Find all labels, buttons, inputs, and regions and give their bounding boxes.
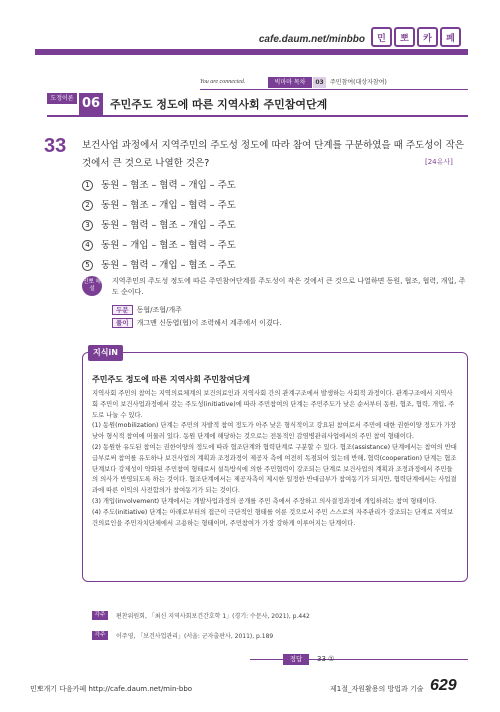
theme-chip: 도정이론 bbox=[47, 93, 77, 104]
theme-title: 주민주도 정도에 따른 지역사회 주민참여단계 bbox=[110, 98, 328, 111]
answer-options bbox=[82, 176, 236, 276]
theme-number: 06 bbox=[79, 93, 103, 115]
option-5[interactable] bbox=[82, 256, 236, 276]
question-source: [24유사] bbox=[425, 158, 453, 166]
option-text: 동원 – 협조 – 협력 – 개입 – 주도 bbox=[101, 180, 236, 191]
info-paragraph: (1) 동원(mobilization) 단계는 주민의 자발적 참여 정도가 아주 낮은 형식적이고 강요된 참여로서 주민에 대한 권한이양 정도가 가장 낮아 형식적 참여에 머물러 있다. 동원 단계에 해당하는 것으로는 전통적인 감염병관리사업에서의 주민 참여 형태이다. bbox=[92, 422, 457, 441]
explanation-text: 지역주민의 주도성 정도에 따른 주민참여단계를 주도성이 작은 것에서 큰 것으로 나열하면 동원, 협조, 협력, 개입, 주도 순이다. bbox=[112, 277, 466, 296]
topic-name: 주민참여(대상자참여) bbox=[330, 79, 387, 86]
theme-rule bbox=[47, 115, 468, 117]
topic-rule bbox=[200, 89, 468, 90]
logo-char: 카 bbox=[417, 27, 438, 47]
connected-text: You are connected. bbox=[200, 79, 246, 85]
top-rule bbox=[35, 49, 468, 55]
mnemonic-line bbox=[112, 318, 282, 328]
answer-label: 정답 bbox=[283, 654, 309, 665]
option-marker: 4 bbox=[82, 240, 93, 251]
info-paragraph: (3) 개입(involvement) 단계에서는 개발사업과정의 공개를 주민 측에서 주장하고 의사결정과정에 개입하려는 참여 형태이다. bbox=[92, 497, 437, 505]
question-number: 33 bbox=[44, 135, 67, 157]
option-marker: 3 bbox=[82, 220, 93, 231]
keyword-text: 동협/조협/개주 bbox=[136, 306, 182, 314]
info-title: 주민주도 정도에 따른 지역사회 주민참여단계 bbox=[92, 375, 250, 384]
option-marker: 5 bbox=[82, 260, 93, 271]
topic-label: 빅마마 목차 bbox=[268, 77, 312, 88]
mnemonic-text: 개그맨 신동엽(협)이 조력해서 계주에서 이겼다. bbox=[136, 319, 282, 327]
option-3[interactable] bbox=[82, 216, 236, 236]
info-paragraph: (4) 주도(initiative) 단계는 아래로부터의 접근이 극단적인 형태를 이룬 것으로서 주민 스스로의 자주관리가 강조되는 단계로 지역보건의료인을 주민자치단체에서 고용하는 형태이며, 주민참여가 가장 강하게 이루어지는 단계이다. bbox=[92, 508, 454, 527]
footer-cafe-link[interactable]: 민뽀개기 다음카페 http://cafe.daum.net/min-bbo bbox=[30, 685, 193, 693]
cafe-url: cafe.daum.net/minbbo bbox=[258, 34, 365, 45]
answer-value: 33 ① bbox=[317, 655, 335, 663]
logo-char: 민 bbox=[371, 27, 392, 47]
cafe-logo bbox=[371, 27, 461, 47]
option-text: 동원 – 협력 – 협조 – 개입 – 주도 bbox=[101, 220, 236, 231]
page-number: 629 bbox=[430, 677, 457, 694]
topic-number: 03 bbox=[313, 77, 326, 88]
option-marker: 1 bbox=[82, 180, 93, 191]
option-marker: 2 bbox=[82, 200, 93, 211]
option-1[interactable] bbox=[82, 176, 236, 196]
info-body bbox=[92, 389, 458, 529]
reference-text: 이주영, 「보건사업관리」(서울: 군자출판사, 2011), p.189 bbox=[116, 633, 274, 640]
option-text: 동원 – 협력 – 개입 – 협조 – 주도 bbox=[101, 260, 236, 271]
reference-text: 편찬위원회, 「최신 지역사회보건간호학 1」(경기: 수문사, 2021), p.442 bbox=[116, 613, 310, 620]
option-text: 동원 – 개입 – 협조 – 협력 – 주도 bbox=[101, 240, 236, 251]
question-text: 보건사업 과정에서 지역주민의 주도성 정도에 따라 참여 단계를 구분하였을 때 주도성이 작은 것에서 큰 것으로 나열한 것은? bbox=[82, 140, 464, 169]
footer-section: 제1절_자원활용의 방법과 기술 bbox=[330, 685, 424, 693]
mnemonic-chip: 풀이 bbox=[112, 318, 133, 328]
reference-1 bbox=[92, 611, 310, 620]
reference-chip: 각주 bbox=[92, 611, 108, 620]
option-text: 동원 – 협조 – 개입 – 협력 – 주도 bbox=[101, 200, 236, 211]
info-paragraph: (2) 동원한 유도된 참여는 권한이양의 정도에 따라 협조단계와 협력단계로 구분할 수 있다. 협조(assistance) 단계에서는 참여의 반대급부로써 참여를 유도하나 보건사업의 계획과 조정과정이 제공자 측에 여전히 독점되어 있는데 반해, 협력(cooperation) 단계는 협조단계보다 강제성이 약화된 주민참여 형태로서 설득방식에 의한 주민협력이 강조되는 단계로 보건사업의 계획과 조정과정에서 주민들의 의사가 반영되도록 하는 것이다. 협조단계에서는 제공자측이 제시한 일정한 반대급부가 참여동기가 되지만, 협력단계에서는 사업결과에 따른 이익의 사전합의가 참여동기가 되는 것이다. bbox=[92, 443, 457, 495]
reference-chip: 각주 bbox=[92, 631, 108, 640]
info-paragraph: 지역사회 주민의 참여는 지역의료체계의 보건의료인과 지역사회 간의 관계구조에서 발생하는 사회적 과정이다. 관계구조에서 지역사회 주민이 보건사업과정에서 갖는 주도성(initiative)에 따라 주민참여의 단계는 주민주도가 낮은 순서부터 동원, 협조, 협력, 개입, 주도로 나눌 수 있다. bbox=[92, 390, 455, 419]
logo-char: 페 bbox=[440, 27, 461, 47]
keyword-chip: 두문 bbox=[112, 305, 133, 315]
option-2[interactable] bbox=[82, 196, 236, 216]
explanation-badge: 민뽀 해설 bbox=[82, 276, 102, 296]
option-4[interactable] bbox=[82, 236, 236, 256]
logo-char: 뽀 bbox=[394, 27, 415, 47]
reference-2 bbox=[92, 631, 273, 640]
keyword-line bbox=[112, 305, 182, 315]
info-tab: 지식iN bbox=[88, 345, 123, 361]
